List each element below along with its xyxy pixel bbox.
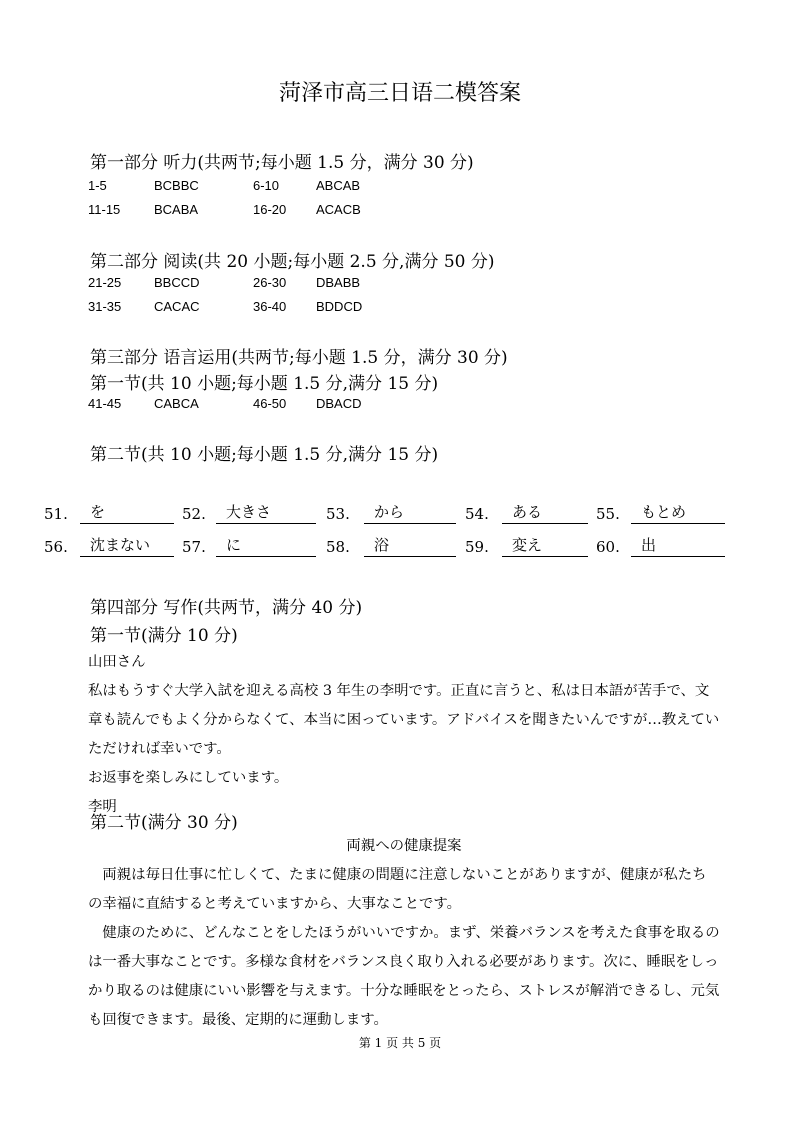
essay-paragraph: 健康のために、どんなことをしたほうがいいですか。まず、栄養バランスを考えた食事を取るのは一番大事なことです。多様な食材をバランス良く取り入れる必要があります。次に、睡眠をしっかり取るのは健康にいい影響を与えます。十分な睡眠をとったら、ストレスが解消できるし、元気も回復できます。最後、定期的に運動します。 <box>88 925 720 1028</box>
answer-blank: 浴 <box>364 535 456 557</box>
answer-range: 16-20 <box>253 202 287 217</box>
answer-key: DBACD <box>316 396 362 411</box>
answer-range: 6-10 <box>253 178 280 193</box>
question-number: 60. <box>596 538 620 556</box>
answer-range: 41-45 <box>88 396 122 411</box>
part1-heading: 第一部分 听力(共两节;每小题 1.5 分，满分 30 分) <box>90 153 474 173</box>
answer-blank: 大きさ <box>216 502 316 524</box>
question-number: 52. <box>182 505 206 523</box>
part4-heading: 第四部分 写作(共两节，满分 40 分) <box>90 598 363 618</box>
part3-section2-heading: 第二节(共 10 小题;每小题 1.5 分,满分 15 分) <box>90 445 439 465</box>
answer-blank: 変え <box>502 535 588 557</box>
essay-paragraph: 両親は毎日仕事に忙しくて、たまに健康の問題に注意しないことがありますが、健康が私たちの幸福に直結すると考えていますから、大事なことです。 <box>88 867 707 912</box>
part3-section1-heading: 第一节(共 10 小题;每小题 1.5 分,满分 15 分) <box>90 374 439 394</box>
question-number: 55. <box>596 505 620 523</box>
page-title: 菏泽市高三日语二模答案 <box>278 81 521 106</box>
letter-answer <box>88 648 720 822</box>
answer-key: BBCCD <box>154 275 200 290</box>
fill-in-row <box>0 502 800 532</box>
letter-closing: お返事を楽しみにしています。 <box>88 770 289 786</box>
question-number: 57. <box>182 538 206 556</box>
question-number: 59. <box>465 538 489 556</box>
letter-salutation: 山田さん <box>88 654 146 670</box>
question-number: 54. <box>465 505 489 523</box>
part4-section2-heading: 第二节(满分 30 分) <box>90 813 238 833</box>
question-number: 53. <box>326 505 350 523</box>
answer-range: 46-50 <box>253 396 287 411</box>
answer-key: BCABA <box>154 202 199 217</box>
answer-range: 31-35 <box>88 299 122 314</box>
answer-key: DBABB <box>316 275 361 290</box>
answer-range: 26-30 <box>253 275 287 290</box>
question-number: 58. <box>326 538 350 556</box>
question-number: 51. <box>44 505 68 523</box>
answer-blank: ある <box>502 502 588 524</box>
essay-title: 両親への健康提案 <box>346 838 462 854</box>
essay-answer <box>88 832 720 1035</box>
answer-blank: に <box>216 535 316 557</box>
answer-blank: 沈まない <box>80 535 174 557</box>
part3-heading: 第三部分 语言运用(共两节;每小题 1.5 分，满分 30 分) <box>90 348 508 368</box>
answer-key: BCBBC <box>154 178 199 193</box>
part2-heading: 第二部分 阅读(共 20 小题;每小题 2.5 分,满分 50 分) <box>90 252 495 272</box>
answer-blank: もとめ <box>631 502 725 524</box>
fill-in-row <box>0 535 800 565</box>
answer-key: ABCAB <box>316 178 361 193</box>
answer-key: BDDCD <box>316 299 363 314</box>
answer-key: CABCA <box>154 396 199 411</box>
answer-blank: 出 <box>631 535 725 557</box>
answer-range: 36-40 <box>253 299 287 314</box>
part4-section1-heading: 第一节(满分 10 分) <box>90 626 238 646</box>
answer-range: 11-15 <box>88 202 121 217</box>
page-footer: 第 1 页 共 5 页 <box>358 1036 442 1050</box>
answer-key: ACACB <box>316 202 361 217</box>
answer-range: 21-25 <box>88 275 122 290</box>
letter-body: 私はもうすぐ大学入試を迎える高校 3 年生の李明です。正直に言うと、私は日本語が苦手で、文章も読んでもよく分からなくて、本当に困っています。アドバイスを聞きたいんですが…教えていただければ幸いです。 <box>88 683 720 757</box>
answer-blank: を <box>80 502 174 524</box>
letter-signature: 李明 <box>88 799 117 815</box>
question-number: 56. <box>44 538 68 556</box>
answer-blank: から <box>364 502 456 524</box>
answer-key: CACAC <box>154 299 200 314</box>
answer-range: 1-5 <box>88 178 107 193</box>
